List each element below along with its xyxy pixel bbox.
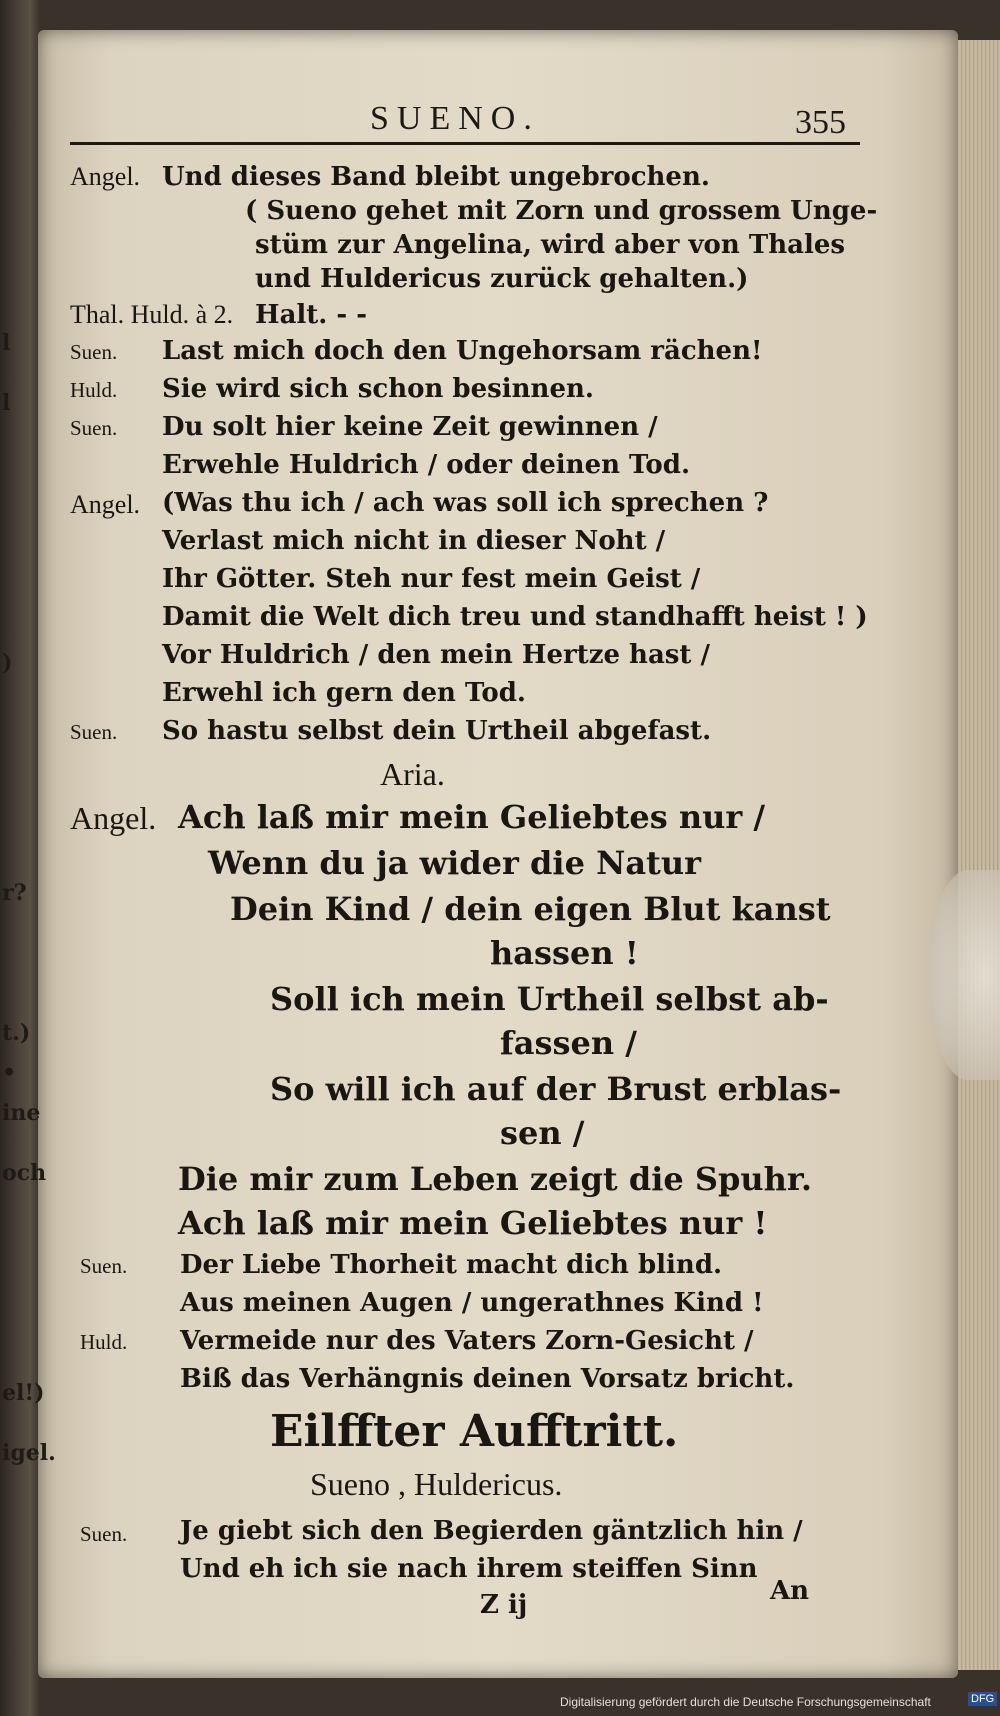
dialogue-line: Erwehle Huldrich / oder deinen Tod. xyxy=(162,450,690,480)
speaker-label: Suen. xyxy=(80,1254,128,1278)
scene-title: Eilffter Aufftritt. xyxy=(270,1406,679,1457)
dialogue-line: Verlast mich nicht in dieser Noht / xyxy=(162,526,666,556)
dialogue-line: (Was thu ich / ach was soll ich sprechen ? xyxy=(162,488,769,518)
aria-line: Dein Kind / dein eigen Blut kanst xyxy=(230,890,831,928)
facing-page-gutter xyxy=(0,0,56,1716)
header-rule xyxy=(70,142,860,145)
gutter-mark: r? xyxy=(2,880,27,906)
gutter-mark: och xyxy=(2,1160,47,1186)
gutter-mark: igel. xyxy=(2,1440,56,1466)
page-edge-stack xyxy=(958,40,1000,1670)
speaker-label: Suen. xyxy=(70,720,118,744)
dialogue-line: Vor Huldrich / den mein Hertze hast / xyxy=(162,640,710,670)
aria-line: Die mir zum Leben zeigt die Spuhr. xyxy=(178,1160,812,1198)
dialogue-line: So hastu selbst dein Urtheil abgefast. xyxy=(162,716,712,746)
signature-mark: Z ij xyxy=(480,1590,528,1620)
gutter-mark: el!) xyxy=(2,1380,45,1406)
speaker-label: Angel. xyxy=(70,162,141,191)
stage-direction-line: ( Sueno gehet mit Zorn und grossem Unge- xyxy=(245,196,878,226)
dialogue-line: Und dieses Band bleibt ungebrochen. xyxy=(162,162,710,192)
dialogue-line: Biß das Verhängnis deinen Vorsatz bricht. xyxy=(180,1364,795,1394)
aria-title: Aria. xyxy=(380,756,445,792)
aria-line: hassen ! xyxy=(490,934,639,972)
gutter-mark: ) xyxy=(2,650,13,676)
speaker-label: Angel. xyxy=(70,490,141,519)
dialogue-line: Sie wird sich schon besinnen. xyxy=(162,374,594,404)
aria-line: Soll ich mein Urtheil selbst ab- xyxy=(270,980,829,1018)
aria-line: So will ich auf der Brust erblas- xyxy=(270,1070,842,1108)
gutter-mark: l xyxy=(2,330,11,356)
speaker-label: Angel. xyxy=(70,800,157,836)
dialogue-line: Last mich doch den Ungehorsam rächen! xyxy=(162,336,763,366)
dialogue-line: Du solt hier keine Zeit gewinnen / xyxy=(162,412,658,442)
catchword: An xyxy=(770,1576,810,1606)
dialogue-line: Ihr Götter. Steh nur fest mein Geist / xyxy=(162,564,701,594)
dfg-logo: DFG xyxy=(968,1692,997,1706)
dialogue-line: Vermeide nur des Vaters Zorn-Gesicht / xyxy=(180,1326,754,1356)
aria-line: Ach laß mir mein Geliebtes nur ! xyxy=(178,1204,768,1242)
gutter-mark: t.) xyxy=(2,1020,31,1046)
running-head: SUENO. xyxy=(370,100,540,137)
speaker-label: Suen. xyxy=(70,416,118,440)
dialogue-line: Damit die Welt dich treu und standhafft heist ! ) xyxy=(162,602,868,632)
page-header xyxy=(70,100,870,148)
aria-line: Wenn du ja wider die Natur xyxy=(208,844,701,882)
gutter-mark: • xyxy=(2,1060,17,1086)
speaker-label: Suen. xyxy=(70,340,118,364)
speaker-label: Huld. xyxy=(80,1330,128,1354)
speaker-label: Suen. xyxy=(80,1522,128,1546)
dialogue-line: Und eh ich sie nach ihrem steiffen Sinn xyxy=(180,1554,758,1584)
stage-direction-line: und Huldericus zurück gehalten.) xyxy=(255,264,749,294)
speaker-label: Huld. xyxy=(70,378,118,402)
page-number: 355 xyxy=(795,104,846,141)
aria-line: Ach laß mir mein Geliebtes nur / xyxy=(178,798,766,836)
gutter-mark: ine xyxy=(2,1100,41,1126)
speaker-label: Thal. Huld. à 2. xyxy=(70,300,234,329)
dialogue-line: Erwehl ich gern den Tod. xyxy=(162,678,526,708)
dialogue-line: Der Liebe Thorheit macht dich blind. xyxy=(180,1250,723,1280)
dialogue-line: Aus meinen Augen / ungerathnes Kind ! xyxy=(180,1288,764,1318)
gutter-mark: l xyxy=(2,390,11,416)
dialogue-line: Je giebt sich den Begierden gäntzlich hin / xyxy=(180,1516,803,1546)
aria-line: sen / xyxy=(500,1114,585,1152)
thumb-holding-page xyxy=(928,870,1000,1080)
aria-line: fassen / xyxy=(500,1024,637,1062)
digitization-credit: Digitalisierung gefördert durch die Deutsche Forschungsgemeinschaft xyxy=(560,1695,931,1709)
stage-direction-line: stüm zur Angelina, wird aber von Thales xyxy=(255,230,846,260)
dialogue-line: Halt. - - xyxy=(255,300,368,330)
scene-persons: Sueno , Huldericus. xyxy=(310,1466,563,1502)
